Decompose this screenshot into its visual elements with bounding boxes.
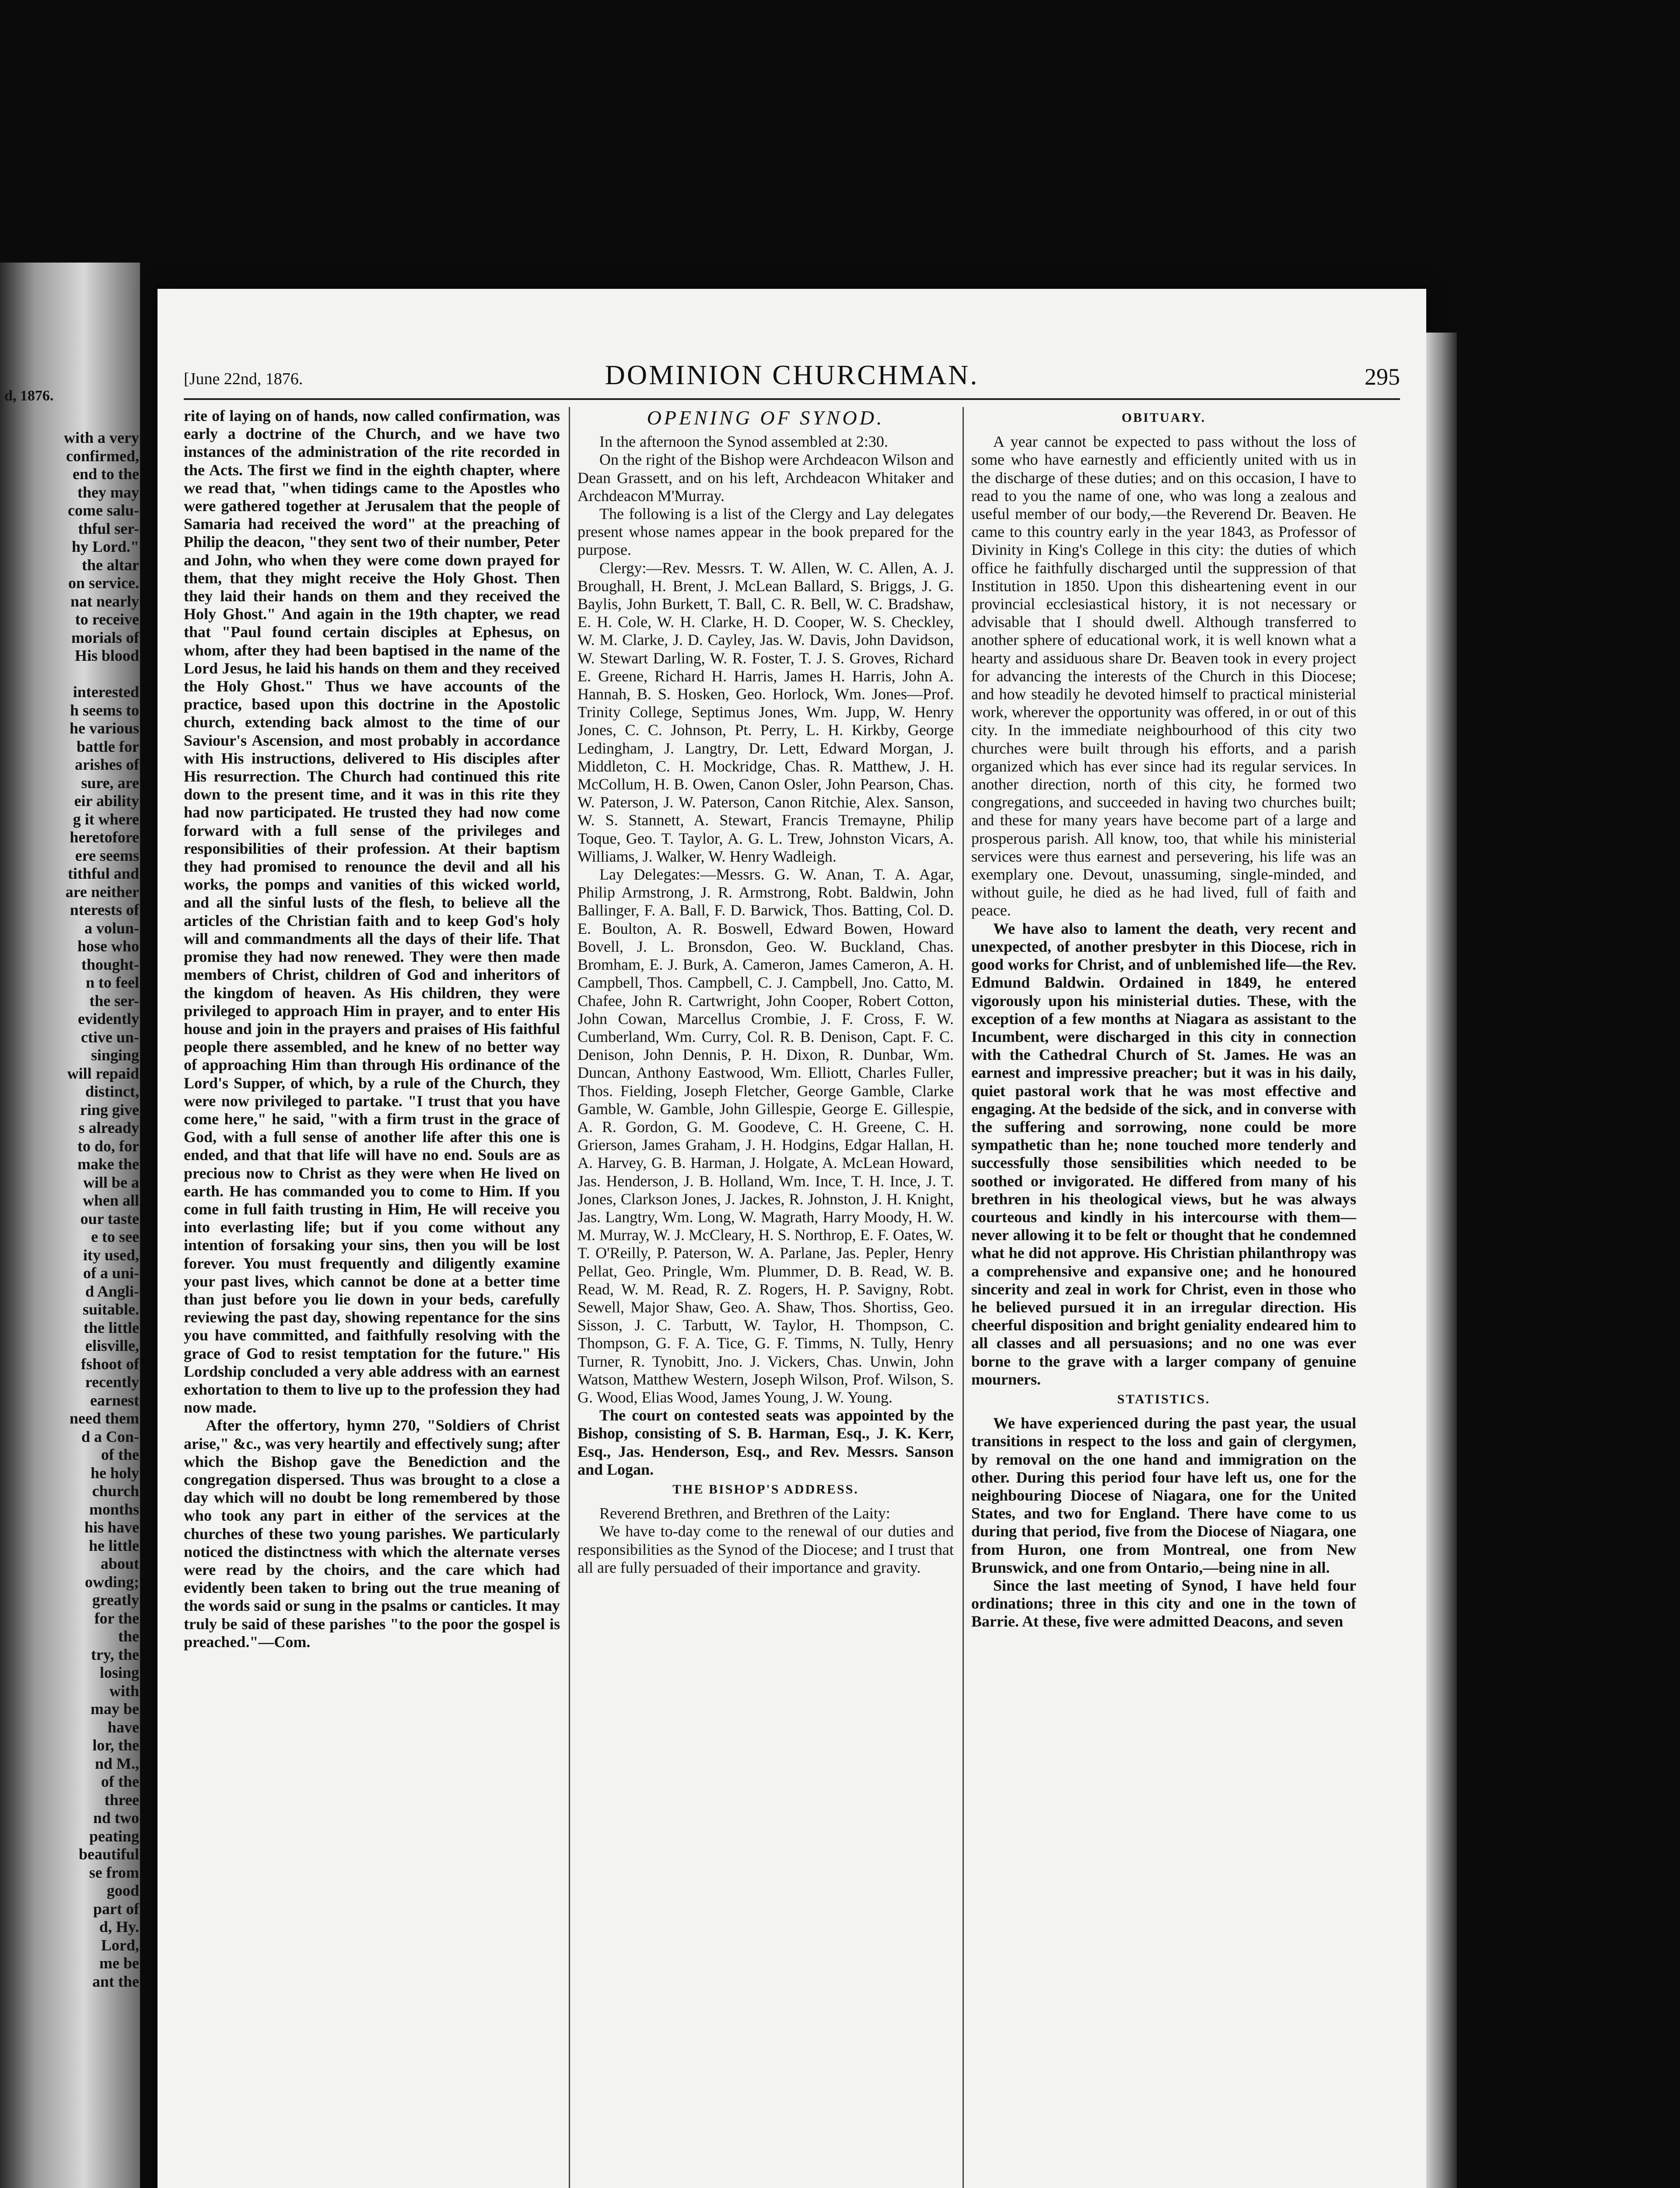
newspaper-page xyxy=(158,289,1426,2188)
col3-paragraph: We have also to lament the death, very recent and unexpected, of another presbyter in this Diocese, rich in good works for Christ, and of unblemished life—the Rev. Edmund Baldwin. Ordained in 1849, he entered vigorously upon his ministerial duties. These, with the exception of a few months at Niagara as assistant to the Incumbent, were discharged in this city in connection with the Cathedral Church of St. James. He was an earnest and impressive preacher; but it was in his daily, quiet pastoral work that he was most effective and engaging. At the bedside of the sick, and in converse with the suffering and sorrowing, none could be more sympathetic than he; none touched more tenderly and successfully those sensibilities which needed to be soothed or invigorated. He differed from many of his brethren in his theological views, but he was always courteous and kindly in his intercourse with them—never allowing it to be felt or thought that he condemned what he did not approve. His Christian philanthropy was a comprehensive and expansive one; and he honoured sincerity and zeal in work for Christ, even in those who he believed pursued it in an irregular direction. His cheerful disposition and bright geniality endeared him to all classes and all persuasions; and no one was ever borne to the grave with a larger company of genuine mourners. xyxy=(971,919,1356,1388)
column-3 xyxy=(971,407,1356,2188)
section-heading-statistics: STATISTICS. xyxy=(1117,1392,1211,1406)
col2-paragraph: In the afternoon the Synod assembled at 2:30. xyxy=(599,433,888,451)
lay-delegates-list: Lay Delegates:—Messrs. G. W. Anan, T. A. Agar, Philip Armstrong, J. R. Armstrong, Robt. Baldwin, John Ballinger, F. A. Ball, F. D. Barwick, Thos. Batting, Col. D. E. Boulton, A. R. Boswell, Edward Bowen, Howard Bovell, J. L. Bronsdon, Geo. W. Buckland, Chas. Bromham, E. J. Burk, A. Cameron, James Cameron, A. H. Campbell, Thos. Campbell, C. J. Campbell, Jno. Catto, M. Chafee, John R. Cartwright, John Cooper, Robert Cotton, John Cowan, Marcellus Crombie, J. F. Cross, F. W. Cumberland, Wm. Curry, Col. R. B. Denison, Capt. F. C. Denison, John Dennis, P. H. Dixon, R. Dunbar, Wm. Duncan, Anthony Eastwood, Wm. Elliott, Charles Fuller, Thos. Fielding, Joseph Fletcher, George Gamble, Clarke Gamble, W. Gamble, John Gillespie, George E. Gillespie, A. R. Gordon, G. M. Goodeve, C. H. Greene, C. H. Grierson, James Graham, J. H. Hodgins, Edgar Hallan, H. A. Harvey, G. B. Harman, J. Holgate, A. McLean Howard, Jas. Henderson, J. B. Holland, Wm. Ince, T. H. Ince, J. T. Jones, Clarkson Jones, J. Jackes, R. Johnston, J. H. Knight, Jas. Langtry, Wm. Long, W. Magrath, Harry Moody, H. W. M. Murray, W. J. McCleary, H. S. Northrop, E. F. Oates, W. T. O'Reilly, P. Paterson, W. A. Parlane, Jas. Pepler, Henry Pellat, Geo. Pringle, Wm. Plummer, D. B. Read, W. B. Read, W. M. Read, R. Z. Rogers, H. P. Savigny, Robt. Sewell, Major Shaw, Geo. A. Shaw, Thos. Shortiss, Geo. Sisson, J. C. Tarbutt, W. Taylor, H. Thompson, C. Thompson, G. F. A. Tice, G. F. Timms, N. Tully, Henry Turner, R. Tynobitt, Jno. J. Vickers, Chas. Unwin, John Watson, Matthew Western, Joseph Wilson, Prof. Wilson, S. G. Wood, Elias Wood, James Young, J. W. Young. xyxy=(578,866,954,1406)
col1-paragraph: rite of laying on of hands, now called confirmation, was early a doctrine of the Church, and we have two instances of the administration of the rite recorded in the Acts. The first we find in the eighth chapter, where we read that, "when tidings came to the Apostles who were gathered together at Jerusalem that the people of Samaria had received the word" at the preaching of Philip the deacon, "they sent two of their number, Peter and John, who when they were come down prayed for them, that they might receive the Holy Ghost. Then they laid their hands on them and they received the Holy Ghost." And again in the 19th chapter, we read that "Paul found certain disciples at Ephesus, on whom, after they had been baptised in the name of the Lord Jesus, he laid his hands on them and they received the Holy Ghost." Thus we have accounts of the practice, based upon this doctrine in the Apostolic church, extending back almost to the time of our Saviour's Ascension, and most probably in accordance with His instructions, delivered to His disciples after His resurrection. The Church had continued this rite down to the present time, and it was in this rite they had now participated. He trusted they had now come forward with a full sense of the privileges and responsibilities of their profession. At their baptism they had promised to renounce the devil and all his works, the pomps and vanities of this wicked world, and all the sinful lusts of the flesh, to believe all the articles of the Christian faith and to keep God's holy will and commandments all the days of their life. That promise they had now renewed. They were then made members of Christ, children of God and inheritors of the kingdom of heaven. As His children, they were privileged to approach Him in prayer, and to enter His house and join in the prayers and praises of His faithful people there assembled, and he knew of no better way of approaching Him than through His ordinance of the Lord's Supper, of which, by a rule of the Church, they were now privileged to partake. "I trust that you have come here," he said, "with a firm trust in the grace of God, with a full sense of another life after this one is ended, and that that life will have no end. Souls are as precious now to Christ as they were when He lived on earth. He has commanded you to come to Him. If you come in full faith trusting in Him, He will receive you into everlasting life; but if you come without any intention of forsaking your sins, then you will be lost forever. You must frequently and diligently examine your past lives, which cannot be done at a better time than just before you lie down in your beds, carefully reviewing the past day, showing repentance for the sins you have committed, and faithfully resolving with the grace of God to resist temptation for the future." His Lordship concluded a very able address with an earnest exhortation to them to live up to the profession they had now made. xyxy=(184,407,560,1417)
col2-paragraph: The following is a list of the Clergy and Lay delegates present whose names appear in the book prepared for the purpose. xyxy=(578,505,954,559)
column-1 xyxy=(184,407,560,2188)
col3-paragraph: Since the last meeting of Synod, I have held four ordinations; three in this city and one in the town of Barrie. At these, five were admitted Deacons, and seven xyxy=(971,1577,1356,1630)
col2-paragraph: We have to-day come to the renewal of our duties and responsibilities as the Synod of the Diocese; and I trust that all are fully persuaded of their importance and gravity. xyxy=(578,1522,954,1576)
left-page-date: d, 1876. xyxy=(4,388,54,404)
col2-paragraph: Reverend Brethren, and Brethren of the Laity: xyxy=(599,1504,890,1522)
column-divider xyxy=(962,407,964,2188)
column-2 xyxy=(578,407,954,2188)
col3-paragraph: We have experienced during the past year, the usual transitions in respect to the loss and gain of clergymen, by removal on the one hand and immigration on the other. During this period four have left us, one for the neighbouring Diocese of Niagara, one for the United States, and two for England. There have come to us during that period, five from the Diocese of Niagara, one from Huron, one from Montreal, one from New Brunswick, and one from Ontario,—being nine in all. xyxy=(971,1414,1356,1576)
column-divider xyxy=(569,407,570,2188)
left-page-fragment xyxy=(0,263,140,2188)
col1-paragraph: After the offertory, hymn 270, "Soldiers of Christ arise," &c., was very heartily and effectively sung; after which the Bishop gave the Benediction and the congregation dispersed. Thus was brought to a close a day which will no doubt be long remembered by those who took any part in either of the services at the churches of these two young parishes. We particularly noticed the distinctness with which the alternate verses were read by the choirs, and the care which had evidently been taken to bring out the true meaning of the words said or sung in the psalms or canticles. It may truly be said of these parishes "to the poor the gospel is preached."—Com. xyxy=(184,1417,560,1651)
left-page-text-fragments: with a very confirmed, end to the they may come salu- thful ser- hy Lord." the altar on service. nat nearly to receive morials of His blood interested h seems to he various battle for arishes of sure, are eir ability g it where heretofore ere seems tithful and are neither nterests of a volun- hose who thought- n to feel the ser- evidently ctive un- singing will repaid distinct, ring give s already to do, for make the will be a when all our taste e to see ity used, of a uni- d Angli- suitable. the little elisville, fshoot of recently earnest need them d a Con- of the he holy church months his have he little about owding; greatly for the the try, the losing with may be have lor, the nd M., of the three nd two peating beautiful se from good part of d, Hy. Lord, me be ant the xyxy=(64,429,139,1990)
col3-paragraph: A year cannot be expected to pass without the loss of some who have earnestly and efficiently united with us in the discharge of these duties; and on this occasion, I have to read to you the name of one, who was long a zealous and useful member of our body,—the Reverend Dr. Beaven. He came to this country early in the year 1843, as Professor of Divinity in King's College in this city: the duties of which office he faithfully discharged until the suppression of that Institution in 1850. Upon this disheartening event in our provincial ecclesiastical history, it is not necessary or advisable that I should dwell. Although transferred to another sphere of educational work, it is well known what a hearty and assiduous share Dr. Beaven took in every project for advancing the interests of the Church in this Diocese; and how steadily he devoted himself to practical ministerial work, wherever the opportunity was offered, in or out of this city. In the immediate neighbourhood of this city two churches were built through his efforts, and a parish organized which has ever since had its regular services. In another direction, north of this city, he formed two congregations, and succeeded in having two churches built; and these for many years have become part of a large and prosperous parish. All know, too, that while his ministerial services were thus earnest and persevering, his life was an exemplary one. Devout, unassuming, single-minded, and without guile, he died as he had lived, full of faith and peace. xyxy=(971,433,1356,919)
header-date: [June 22nd, 1876. xyxy=(184,370,303,388)
page-edge-shadow xyxy=(1426,333,1457,2188)
col2-paragraph: On the right of the Bishop were Archdeacon Wilson and Dean Grassett, and on his left, Archdeacon Whitaker and Archdeacon M'Murray. xyxy=(578,451,954,505)
masthead-title: DOMINION CHURCHMAN. xyxy=(605,359,979,390)
section-heading-obituary: OBITUARY. xyxy=(1121,410,1206,425)
header-rule xyxy=(184,398,1400,400)
page-header xyxy=(184,359,1400,394)
section-heading-bishops-address: THE BISHOP'S ADDRESS. xyxy=(672,1482,859,1497)
page-number: 295 xyxy=(1365,364,1400,390)
section-heading-opening-of-synod: OPENING OF SYNOD. xyxy=(647,407,885,429)
clergy-list: Clergy:—Rev. Messrs. T. W. Allen, W. C. Allen, A. J. Broughall, H. Brent, J. McLean Ballard, S. Briggs, J. G. Baylis, John Burkett, T. Ball, C. R. Bell, W. C. Bradshaw, E. H. Cole, W. H. Clarke, H. D. Cooper, W. S. Checkley, W. M. Clarke, J. D. Cayley, Jas. W. Davis, John Davidson, W. Stewart Darling, W. R. Foster, T. J. S. Groves, Richard E. Greene, Richard H. Harris, James H. Harris, John A. Hannah, B. S. Hosken, Geo. Horlock, Wm. Jones—Prof. Trinity College, Septimus Jones, Wm. Jupp, W. Henry Jones, C. C. Johnson, Pt. Perry, L. H. Kirkby, George Ledingham, J. Langtry, Dr. Lett, Edward Morgan, J. Middleton, C. H. Mockridge, Chas. R. Matthew, J. H. McCollum, H. B. Owen, Canon Osler, John Pearson, Chas. W. Paterson, J. W. Paterson, Canon Ritchie, Alex. Sanson, W. S. Stannett, A. Stewart, Francis Tremayne, Philip Toque, Geo. T. Taylor, A. G. L. Trew, Johnston Vicars, A. Williams, J. Walker, W. Henry Wadleigh. xyxy=(578,559,954,865)
col2-paragraph: The court on contested seats was appointed by the Bishop, consisting of S. B. Harman, Esq., J. K. Kerr, Esq., Jas. Henderson, Esq., and Rev. Messrs. Sanson and Logan. xyxy=(578,1406,954,1478)
